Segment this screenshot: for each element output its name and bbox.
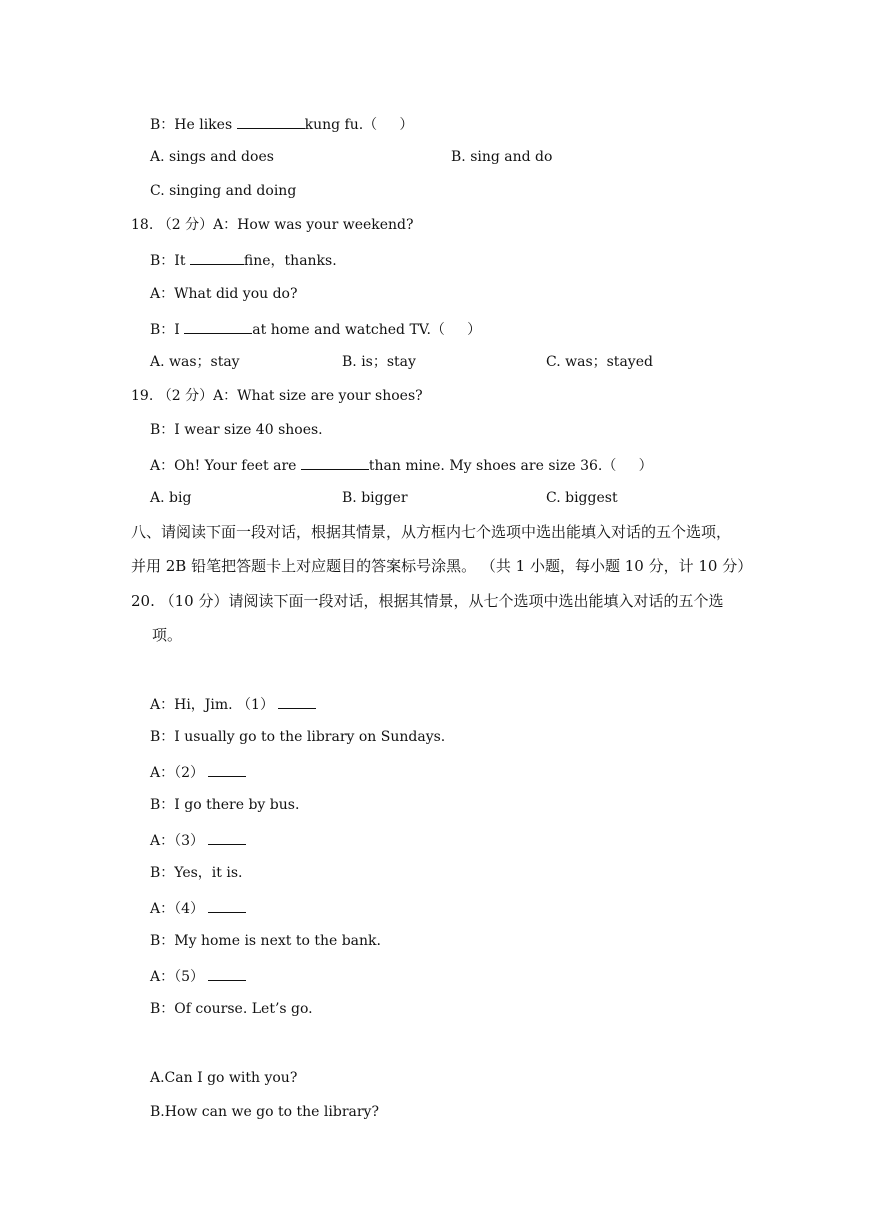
- q19-option-b: B. bigger: [342, 490, 408, 506]
- dialog-line: [150, 932, 381, 950]
- dialog-text: B：Yes，it is.: [150, 865, 243, 881]
- q17-b-post: kung fu.（ ）: [304, 117, 414, 133]
- q18-a2-line: A：What did you do?: [150, 286, 298, 302]
- dialog-line: [150, 694, 316, 714]
- section-8-heading-line2: 并用 2B 铅笔把答题卡上对应题目的答案标号涂黑。 （共 1 小题，每小题 10 分，计 10 分）: [131, 557, 753, 575]
- q17-option-a: A. sings and does: [150, 149, 274, 165]
- dialog-text: B：I usually go to the library on Sundays.: [150, 729, 446, 745]
- answer-blank: [237, 114, 305, 129]
- dialog-text: A：（4）: [150, 901, 205, 917]
- q18-option-a: A. was；stay: [150, 354, 240, 370]
- q17-option-b: B. sing and do: [451, 149, 553, 165]
- dialog-line: [150, 796, 299, 814]
- dialog-text: B：I go there by bus.: [150, 797, 300, 813]
- option-item: A.Can I go with you?: [150, 1070, 298, 1086]
- q17-option-c: C. singing and doing: [150, 183, 297, 199]
- q18-b2-line: [150, 319, 481, 339]
- q18-b1-line: [150, 250, 337, 270]
- dialog-text: A：（2）: [150, 765, 205, 781]
- dialog-text: B：My home is next to the bank.: [150, 933, 381, 949]
- dialog-text: A：（3）: [150, 833, 205, 849]
- q17-answer-line: [150, 114, 413, 134]
- answer-blank: [190, 250, 244, 265]
- dialog-line: [150, 898, 246, 918]
- answer-blank: [301, 455, 369, 470]
- dialog-line: [150, 1000, 313, 1018]
- answer-blank: [208, 898, 246, 913]
- q18-option-c: C. was；stayed: [546, 354, 653, 370]
- section-8-heading-line1: 八、请阅读下面一段对话，根据其情景，从方框内七个选项中选出能填入对话的五个选项，: [131, 523, 732, 541]
- option-item: B.How can we go to the library?: [150, 1104, 379, 1120]
- q18-b1-pre: B：It: [150, 253, 190, 269]
- q18-b2-post: at home and watched TV.（ ）: [252, 322, 482, 338]
- dialog-text: A：（5）: [150, 969, 205, 985]
- q19-a2-line: [150, 455, 653, 475]
- answer-blank: [208, 762, 246, 777]
- q19-option-a: A. big: [150, 490, 192, 506]
- q18-option-b: B. is；stay: [342, 354, 416, 370]
- q17-b-pre: B：He likes: [150, 117, 237, 133]
- dialog-line: [150, 728, 445, 746]
- answer-blank: [184, 319, 252, 334]
- q18-b1-post: fine，thanks.: [243, 253, 337, 269]
- q18-b2-pre: B：I: [150, 322, 185, 338]
- q19-a2-post: than mine. My shoes are size 36.（ ）: [368, 458, 653, 474]
- dialog-line: [150, 830, 246, 850]
- q19-option-c: C. biggest: [546, 490, 618, 506]
- dialog-line: [150, 864, 242, 882]
- dialog-line: [150, 762, 246, 782]
- q19-b1-line: B：I wear size 40 shoes.: [150, 422, 323, 438]
- q18-question: 18. （2 分）A：How was your weekend?: [131, 217, 414, 233]
- answer-blank: [208, 830, 246, 845]
- q19-question: 19. （2 分）A：What size are your shoes?: [131, 388, 423, 404]
- q20-question-line2: 项。: [152, 626, 183, 644]
- answer-blank: [208, 966, 246, 981]
- answer-blank: [278, 694, 316, 709]
- q20-question-line1: 20. （10 分）请阅读下面一段对话，根据其情景，从七个选项中选出能填入对话的五个选: [131, 592, 724, 610]
- dialog-line: [150, 966, 246, 986]
- dialog-text: B：Of course. Let’s go.: [150, 1001, 313, 1017]
- q19-a2-pre: A：Oh! Your feet are: [150, 458, 301, 474]
- dialog-text: A：Hi，Jim. （1）: [150, 697, 274, 713]
